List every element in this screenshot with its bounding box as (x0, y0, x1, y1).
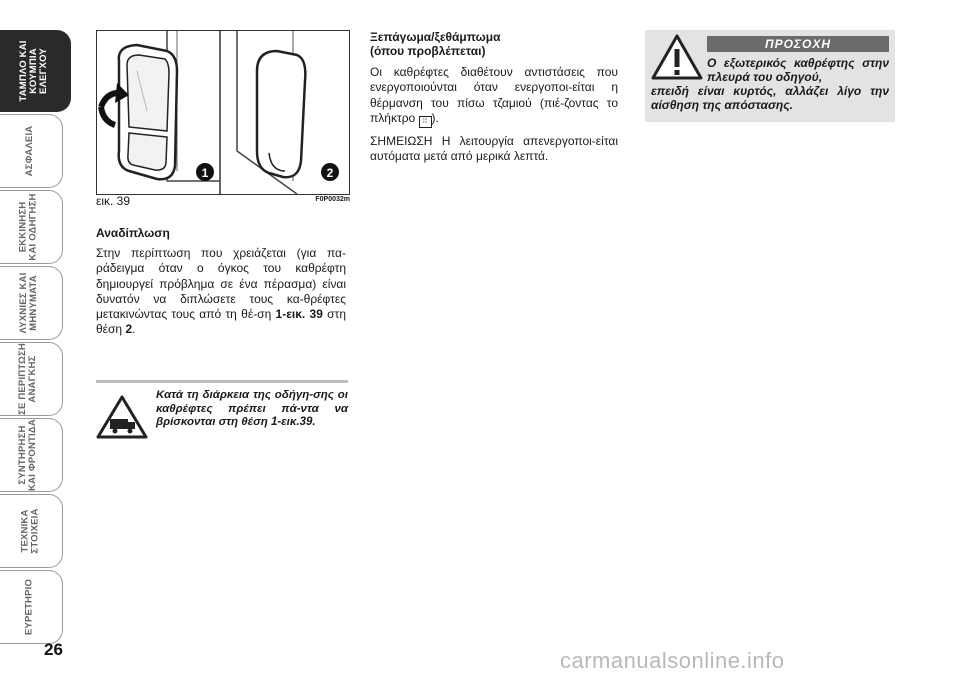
attention-text-2: επειδή είναι κυρτός, αλλάζει λίγο την αίσθηση της απόστασης. (651, 84, 889, 112)
warning-text: Κατά τη διάρκεια της οδήγη-σης οι καθρέφτες πρέπει πά-ντα να βρίσκονται στη θέση 1-εικ.39. (156, 389, 348, 428)
svg-text:2: 2 (326, 166, 334, 180)
tab-label (20, 508, 40, 553)
svg-text:1: 1 (201, 166, 209, 180)
folding-heading: Αναδίπλωση (96, 226, 170, 240)
tab-label-line: ΚΑΙ ΟΔΗΓΗΣΗ (27, 193, 39, 261)
attention-text-1: Ο εξωτερικός καθρέφτης στην πλευρά του οδηγού, (707, 56, 889, 84)
section-tab[interactable] (0, 30, 70, 112)
tab-label-line: ΤΑΜΠΛΟ ΚΑΙ (17, 40, 29, 102)
figure-mirror (96, 30, 350, 195)
tab-label-line: ΣΤΟΙΧΕΙΑ (29, 508, 41, 554)
section-tab[interactable] (0, 342, 70, 416)
tab-label-line: ΛΥΧΝΙΕΣ ΚΑΙ (17, 272, 29, 334)
driving-warning (96, 380, 348, 447)
tab-label (24, 579, 34, 635)
tab-label-line: ΣΕ ΠΕΡΙΠΤΩΣΗ (16, 343, 28, 415)
tab-label-line: ΑΣΦΑΛΕΙΑ (23, 125, 35, 177)
section-tab[interactable] (0, 570, 70, 644)
tab-label-line: ΑΝΑΓΚΗΣ (26, 355, 38, 403)
tab-label (18, 193, 38, 260)
tab-label (19, 273, 39, 334)
page-number: 26 (44, 640, 63, 659)
folding-section (96, 226, 346, 344)
tab-label (19, 40, 49, 101)
tab-label-line: ΤΕΧΝΙΚΑ (19, 509, 31, 553)
tab-label-line: ΣΥΝΤΗΡΗΣΗ (16, 425, 28, 485)
attention-box (645, 30, 895, 122)
tab-label-line: ΚΟΥΜΠΙΑ (27, 48, 39, 94)
section-tab[interactable] (0, 190, 70, 264)
defrost-heading: Ξεπάγωμα/ξεθάμπωμα (370, 30, 501, 44)
watermark: carmanualsonline.info (560, 648, 785, 673)
mirror-illustration (97, 31, 349, 194)
tab-label-line: ΜΗΝΥΜΑΤΑ (27, 275, 39, 331)
figure-caption-text: εικ. 39 (96, 194, 131, 208)
section-tab[interactable] (0, 266, 70, 340)
tab-label (18, 343, 38, 415)
defrost-subheading: (όπου προβλέπεται) (370, 44, 486, 58)
tab-label-line: ΕΚΚΙΝΗΣΗ (17, 201, 29, 253)
figure-code: F0P0032m (315, 196, 350, 203)
defrost-note: ΣΗΜΕΙΩΣΗ Η λειτουργία απενεργοποι-είται αυτόματα μετά από μερικά λεπτά. (370, 133, 618, 164)
attention-title: ΠΡΟΣΟΧΗ (707, 36, 889, 52)
defrost-paragraph: Οι καθρέφτες διαθέτουν αντιστάσεις που ενεργοποιούνται όταν ενεργοποι-είται η θέρμανση του πίσω τζαμιού (πιέ-ζοντας το πλήκτρο ⦙⦙⦙ ). (370, 65, 618, 128)
tab-label-line: ΚΑΙ ΦΡΟΝΤΙΔΑ (26, 419, 38, 491)
section-tab[interactable] (0, 494, 70, 568)
figure-caption (96, 194, 350, 208)
tab-label (18, 419, 38, 491)
rear-defrost-icon: ⦙⦙⦙ (419, 116, 432, 128)
tab-label-line: ΕΛΕΓΧΟΥ (37, 48, 49, 94)
folding-paragraph: Στην περίπτωση που χρειάζεται (για πα-ράδειγμα όταν ο όγκος του καθρέφτη δημιουργεί πρόβλημα σε ένα πέρασμα) είναι δυνατόν να διπλώσετε τους κα-θρέφτες μετακινώντας τους από τη θέ-ση 1-εικ. 39 στη θέση 2. (96, 246, 346, 337)
defrost-section (370, 30, 618, 170)
section-tabs (0, 30, 74, 646)
section-tab[interactable] (0, 418, 70, 492)
section-tab[interactable] (0, 114, 70, 188)
attention-triangle-icon (651, 34, 703, 80)
tab-label (25, 126, 35, 177)
tab-label-line: ΕΥΡΕΤΗΡΙΟ (23, 578, 35, 636)
vehicle-warning-icon (96, 395, 148, 439)
